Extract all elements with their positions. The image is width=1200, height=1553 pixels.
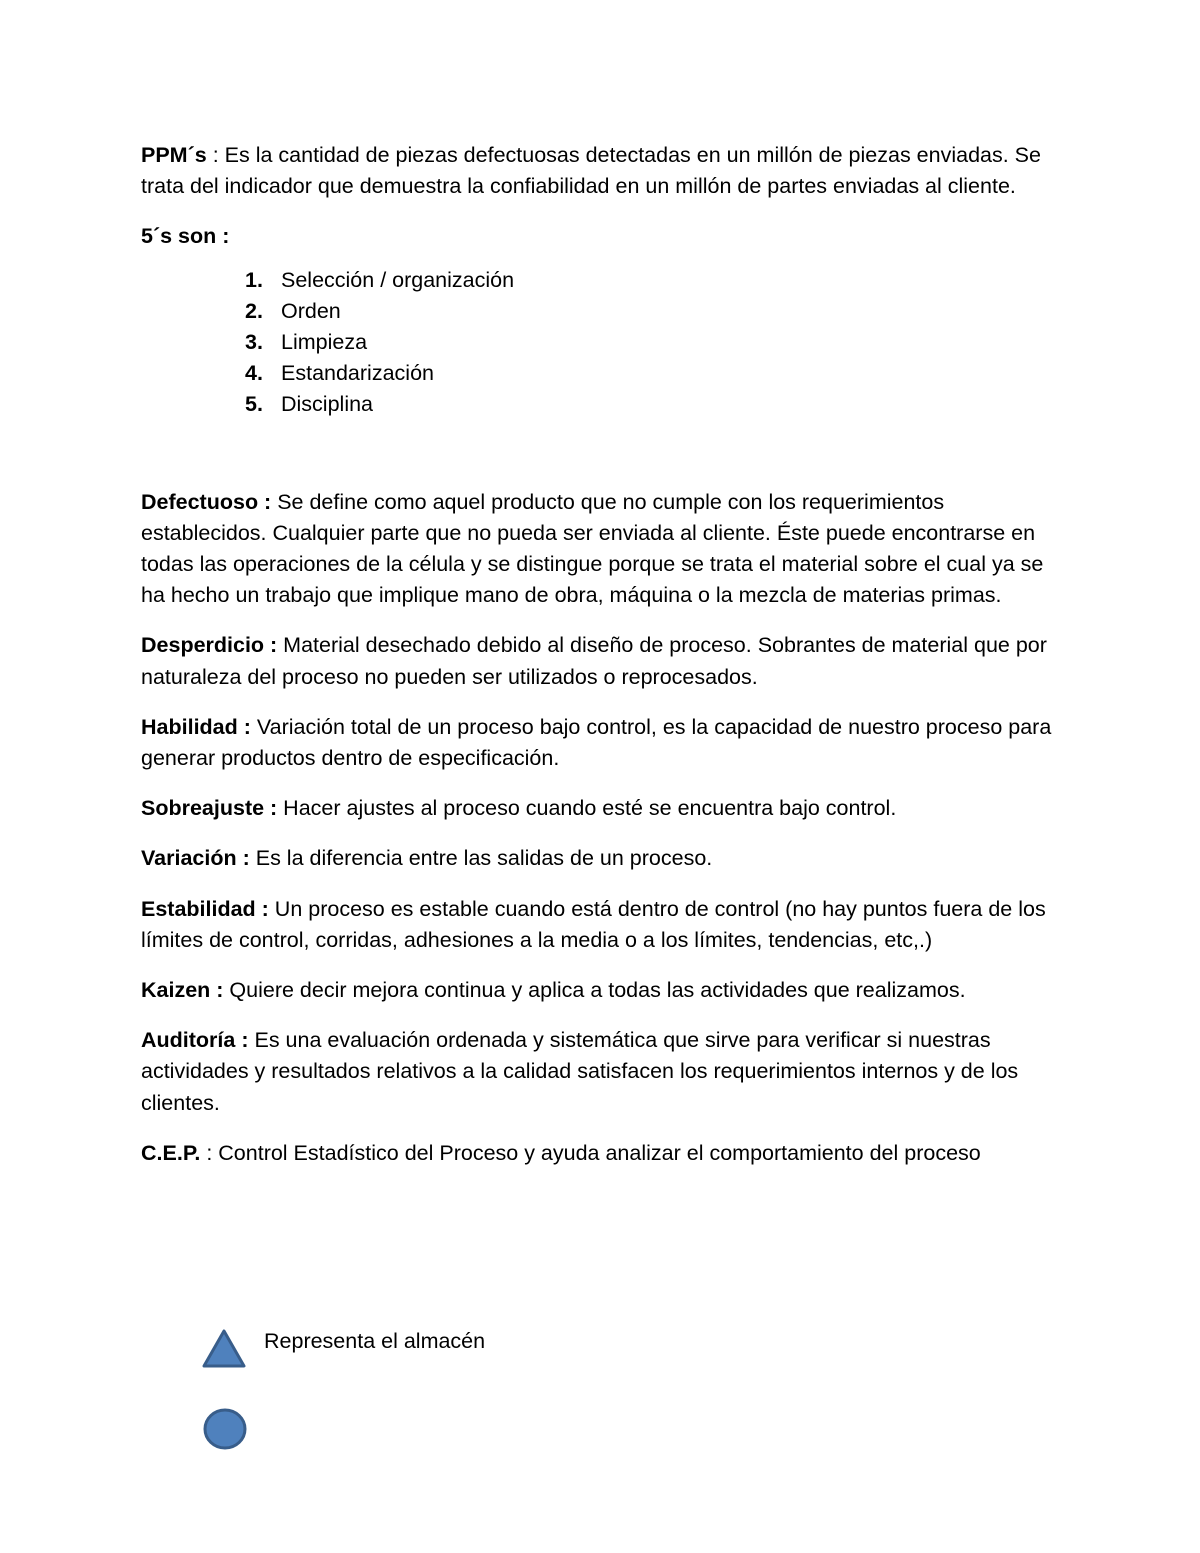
definition-variacion (141, 843, 1071, 874)
definition-text: Quiere decir mejora continua y aplica a todas las actividades que realizamos. (223, 977, 966, 1002)
definition-term: Defectuoso : (141, 489, 272, 514)
definition-text: Es una evaluación ordenada y sistemática que sirve para verificar si nuestras actividades y resultados relativos a la calidad satisfacen los requerimientos internos y de los clientes. (141, 1028, 1019, 1115)
definition-estabilidad (141, 894, 1071, 956)
list-number: 4. (245, 361, 263, 386)
definition-term: 5´s son : (141, 224, 230, 249)
symbol-triangle-row (200, 1328, 485, 1370)
definition-term: Sobreajuste : (141, 796, 278, 821)
list-label: Estandarización (281, 361, 434, 386)
definition-cep (141, 1138, 1071, 1169)
definition-text: Material desechado debido al diseño de proceso. Sobrantes de material que por naturaleza del proceso no pueden ser utilizados o reprocesados. (141, 633, 1047, 689)
definition-term: PPM´s (141, 143, 207, 167)
definition-term: Variación : (141, 846, 250, 871)
list-label: Selección / organización (281, 267, 515, 292)
definition-term: Desperdicio : (141, 633, 278, 658)
definition-desperdicio (141, 630, 1071, 692)
symbol-circle-row (200, 1407, 248, 1451)
list-item (245, 327, 1071, 358)
definition-text: : Control Estadístico del Proceso y ayuda analizar el comportamiento del proceso (200, 1140, 981, 1165)
list-item (245, 389, 1071, 420)
definition-auditoria (141, 1025, 1071, 1119)
list-label: Limpieza (281, 329, 368, 354)
list-label: Orden (281, 298, 341, 323)
list-number: 1. (245, 267, 263, 292)
definition-text: Es la diferencia entre las salidas de un proceso. (249, 846, 713, 871)
definition-sobreajuste (141, 793, 1071, 824)
definition-text: Se define como aquel producto que no cumple con los requerimientos establecidos. Cualquier parte que no pueda ser enviada al cliente. Éste puede encontrarse en todas las operaciones de la célula y se distingue porque se trata el material sobre el cual ya se ha hecho un trabajo que implique mano de obra, máquina o la mezcla de materias primas. (141, 489, 1044, 608)
document-body (141, 140, 1071, 1188)
definition-text: Variación total de un proceso bajo control, es la capacidad de nuestro proceso para generar productos dentro de especificación. (141, 714, 1052, 770)
definition-term: Estabilidad : (141, 896, 269, 921)
definition-term: C.E.P. (141, 1140, 201, 1165)
list-number: 5. (245, 392, 263, 417)
list-number: 3. (245, 329, 263, 354)
definition-text: Un proceso es estable cuando está dentro de control (no hay puntos fuera de los límites de control, corridas, adhesiones a la media o a los límites, tendencias, etc,.) (141, 896, 1046, 952)
triangle-icon (200, 1328, 248, 1370)
definition-term: Habilidad : (141, 714, 251, 739)
list-item (245, 265, 1071, 296)
definition-term: Auditoría : (141, 1028, 249, 1053)
fives-heading (141, 221, 1071, 252)
fives-list (141, 265, 1071, 421)
definition-kaizen (141, 975, 1071, 1006)
definition-text: Hacer ajustes al proceso cuando esté se encuentra bajo control. (277, 796, 897, 821)
list-number: 2. (245, 298, 263, 323)
list-item (245, 358, 1071, 389)
list-label: Disciplina (281, 392, 374, 417)
definition-term: Kaizen : (141, 977, 224, 1002)
circle-icon (200, 1407, 248, 1451)
definition-ppm (141, 140, 1071, 202)
list-item (245, 296, 1071, 327)
definition-defectuoso (141, 487, 1071, 612)
symbol-label: Representa el almacén (264, 1329, 486, 1353)
blank-space (141, 421, 1071, 487)
definition-habilidad (141, 712, 1071, 774)
definition-text: : Es la cantidad de piezas defectuosas detectadas en un millón de piezas enviadas. Se trata del indicador que demuestra la confiabilidad en un millón de partes enviadas al cliente. (141, 143, 1041, 199)
